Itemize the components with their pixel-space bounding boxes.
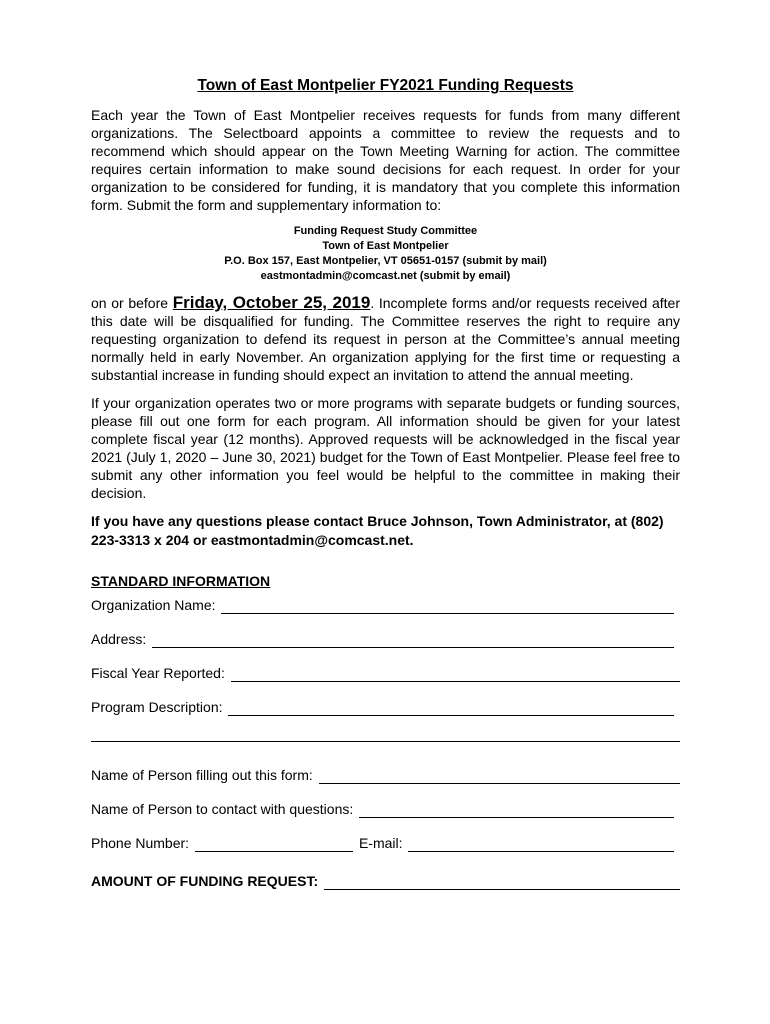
address-line-email: eastmontadmin@comcast.net (submit by email) (260, 270, 511, 282)
person-filling-field (91, 766, 680, 784)
address-line-po-box: P.O. Box 157, East Montpelier, VT 05651-0157 (submit by mail) (224, 255, 547, 267)
program-description-input-line[interactable] (228, 701, 674, 716)
email-label: E-mail: (358, 835, 407, 851)
contact-person-field (91, 800, 680, 818)
address-input-line[interactable] (152, 633, 674, 648)
intro-paragraph: Each year the Town of East Montpelier receives requests for funds from many different organizations. The Selectboard appoints a committee to review the requests and to recommend which should appear on the Town Meeting Warning for action. The committee requires certain information to make sound decisions for each request. In order for your organization to be considered for funding, it is mandatory that you complete this information form. Submit the form and supplementary information to: (91, 107, 680, 213)
programs-paragraph: If your organization operates two or more programs with separate budgets or funding sources, please fill out one form for each program. All information should be given for your latest complete fiscal year (12 months). Approved requests will be acknowledged in the fiscal year 2021 (July 1, 2020 – June 30, 2021) budget for the Town of East Montpelier. Please feel free to submit any other information you feel would be helpful to the committee in making their decision. (91, 395, 680, 501)
address-line-town: Town of East Montpelier (322, 240, 449, 252)
person-filling-input-line[interactable] (319, 769, 680, 784)
phone-number-label: Phone Number: (91, 835, 193, 851)
contact-paragraph: If you have any questions please contact Bruce Johnson, Town Administrator, at (802) 223-3313 x 204 or eastmontadmin@comcast.net. (91, 513, 664, 548)
program-description-continuation-line[interactable] (91, 740, 680, 742)
organization-name-field (91, 596, 680, 614)
organization-name-input-line[interactable] (221, 599, 674, 614)
contact-person-label: Name of Person to contact with questions: (91, 801, 358, 817)
fiscal-year-input-line[interactable] (231, 667, 680, 682)
mailing-address-block (91, 224, 680, 284)
phone-number-input-line[interactable] (195, 837, 353, 852)
phone-email-field (91, 834, 680, 852)
fiscal-year-field (91, 664, 680, 682)
address-field (91, 630, 680, 648)
deadline-prefix: on or before (91, 295, 173, 311)
program-description-field (91, 698, 680, 716)
deadline-rest: . Incomplete forms and/or requests received after this date will be disqualified for funding. The Committee reserves the right to require any requesting organization to defend its request in person at the Committee’s annual meeting normally held in early November. An organization applying for the first time or requesting a substantial increase in funding should expect an invitation to attend the annual meeting. (91, 295, 681, 383)
document-title: Town of East Montpelier FY2021 Funding Requests (197, 77, 574, 94)
deadline-paragraph (91, 294, 680, 384)
funding-amount-input-line[interactable] (324, 875, 680, 890)
organization-name-label: Organization Name: (91, 597, 220, 613)
contact-person-input-line[interactable] (359, 803, 674, 818)
program-description-label: Program Description: (91, 699, 227, 715)
funding-amount-label: AMOUNT OF FUNDING REQUEST: (91, 873, 322, 889)
deadline-date: Friday, October 25, 2019 (172, 293, 371, 312)
funding-request-form (91, 76, 680, 906)
email-input-line[interactable] (408, 837, 674, 852)
person-filling-label: Name of Person filling out this form: (91, 767, 317, 783)
address-label: Address: (91, 631, 151, 647)
standard-information-heading: STANDARD INFORMATION (91, 573, 271, 589)
address-line-committee: Funding Request Study Committee (293, 225, 478, 237)
fiscal-year-label: Fiscal Year Reported: (91, 665, 229, 681)
funding-amount-field (91, 872, 680, 890)
